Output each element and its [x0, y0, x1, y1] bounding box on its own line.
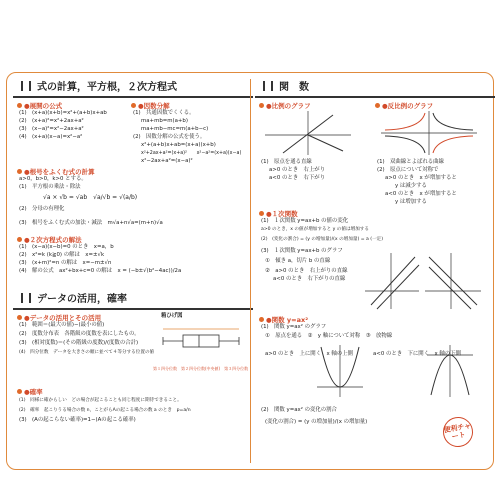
inverse-line: y は増加する	[395, 199, 427, 205]
data-line: (1) 範囲＝(最大の値)−(最小の値)	[19, 322, 105, 328]
direct-line: a<0 のとき 右下がり	[269, 175, 326, 181]
section-linear: ●１次関数	[259, 209, 298, 218]
panel-title-algebra	[13, 79, 253, 98]
root-line: a>0，b>0，k>0 とする。	[19, 176, 87, 182]
prob-line: (2) 確率 起こりうる場合の数 n，ことがらAの起こる場合の数 a のとき p=a/n	[19, 408, 191, 413]
linear-graph	[363, 251, 483, 311]
section-dot-icon	[375, 103, 380, 108]
linear-line: (1) １次関数 y=ax+b の値の変化	[261, 218, 349, 224]
data-line: (3) (相対度数)＝(その階級の度数)/(度数の合計)	[19, 340, 139, 346]
inverse-line: (2) 原点について対称で	[377, 167, 439, 173]
boxplot-caption: 第１四分位数 第２四分位数(中央値) 第３四分位数	[153, 366, 249, 371]
section-dot-icon	[17, 103, 22, 108]
title-mark-icon	[21, 293, 31, 303]
direct-graph	[263, 109, 353, 157]
section-inverse: ●反比例のグラフ	[375, 101, 433, 110]
chart-sheet	[6, 72, 494, 470]
factor-line: (1) 共通因数でくくる。	[133, 110, 195, 116]
expand-line: (4) (x+a)(x−a)=x²−a²	[19, 134, 83, 140]
boxplot-diagram	[159, 323, 243, 363]
factor-line: x²+2ax+a²=(x+a)² x²−a²=(x+a)(x−a)	[141, 151, 242, 156]
panel-title-data	[13, 291, 253, 310]
prob-line: (1) 同様に確からしい どの場合が起こることも同じ程度に期待できること。	[19, 398, 182, 403]
root-line: √a × √b = √ab √a/√b = √(a/b)	[43, 194, 138, 201]
linear-line: a>0 のとき，x の値が増加すると y の値は増加する	[261, 227, 369, 232]
title-mark-icon	[21, 81, 31, 91]
quadfn-line: (2) 関数 y=ax² の変化の割合	[261, 407, 337, 413]
panel-algebra	[13, 79, 245, 287]
root-line: (2) 分母の有理化	[19, 206, 65, 212]
inverse-line: a<0 のとき x が増加すると	[385, 191, 457, 197]
quad-line: (4) 解の公式 ax²+bx+c=0 の解は x = (−b±√(b²−4ac))/2a	[19, 268, 182, 274]
section-dot-icon	[17, 315, 22, 320]
section-dot-icon	[259, 103, 264, 108]
direct-line: (1) 原点を通る直線	[261, 159, 312, 165]
brand-stamp: 便利チャート	[441, 415, 476, 450]
boxplot-label: 箱ひげ図	[161, 313, 183, 319]
panel-title-text: 式の計算，平方根，２次方程式	[37, 82, 177, 93]
factor-line: (2) 因数分解の公式を使う。	[133, 134, 206, 140]
root-line: (1) 平方根の乗法・除法	[19, 184, 81, 190]
panel-title-text: データの活用，確率	[37, 294, 127, 305]
linear-line: (3) １次関数 y=ax+b のグラフ	[261, 248, 343, 254]
section-root: ●根号をふくむ式の計算	[17, 167, 95, 176]
section-quadratic-function: ●関数 y=ax²	[259, 315, 308, 324]
section-dot-icon	[131, 103, 136, 108]
quadfn-line: (変化の割合) = (y の増加量)/(x の増加量)	[265, 419, 368, 425]
factor-line: ma+mb=m(a+b)	[141, 118, 188, 124]
linear-line: (2) (変化の割合) = (y の増加量)/(x の増加量) = a (一定)	[261, 237, 384, 242]
section-expand: ●展開の公式	[17, 101, 62, 110]
expand-line: (2) (x+a)²=x²+2ax+a²	[19, 118, 84, 124]
section-probability: ●確率	[17, 387, 43, 396]
quadfn-line: ① 原点を通る ② y 軸について対称 ③ 放物線	[265, 333, 393, 339]
panel-title-functions	[255, 79, 495, 98]
root-line: (3) 根号をふくむ式の加法・減法 m√a+n√a=(m+n)√a	[19, 220, 163, 226]
section-factor: ●因数分解	[131, 101, 170, 110]
data-line: (4) 四分位数 データを大きさの順に並べて４等分する位置の値	[19, 350, 155, 355]
section-dot-icon	[259, 317, 264, 322]
inverse-line: y は減少する	[395, 183, 427, 189]
factor-line: ma+mb−mc=m(a+b−c)	[141, 126, 209, 132]
factor-line: x²−2ax+a²=(x−a)²	[141, 158, 193, 164]
column-divider	[250, 79, 251, 463]
quad-line: (3) (x+m)²=n の解は x=−m±√n	[19, 260, 112, 266]
panel-title-text: 関 数	[279, 82, 309, 93]
section-direct: ●比例のグラフ	[259, 101, 311, 110]
prob-line: (3) (Aの起こらない確率)=1−(Aの起こる確率)	[19, 417, 136, 423]
quad-line: (2) x²=k (k≧0) の解は x=±√k	[19, 252, 105, 258]
quadfn-line: a>0 のとき 上に開く x 軸の上側	[265, 351, 353, 357]
linear-line: a<0 のとき 右下がりの直線	[273, 276, 346, 282]
direct-line: a>0 のとき 右上がり	[269, 167, 326, 173]
section-dot-icon	[17, 389, 22, 394]
quad-line: (1) (x−a)(x−b)=0 のとき x=a，b	[19, 244, 114, 250]
linear-line: ② a>0 のとき 右上がりの直線	[265, 268, 348, 274]
factor-line: x²+(a+b)x+ab=(x+a)(x+b)	[141, 142, 216, 148]
section-dot-icon	[17, 237, 22, 242]
section-dot-icon	[17, 169, 22, 174]
quadfn-line: a<0 のとき 下に開く x 軸の下側	[373, 351, 461, 357]
panel-functions	[255, 79, 487, 463]
expand-line: (1) (x+a)(x+b)=x²+(a+b)x+ab	[19, 110, 107, 116]
section-dot-icon	[259, 211, 264, 216]
linear-line: ① 傾き a，切片 b の直線	[265, 258, 331, 264]
section-data: ●データの活用とその活用	[17, 313, 101, 322]
inverse-graph	[379, 109, 479, 157]
panel-data	[13, 291, 249, 463]
inverse-line: (1) 双曲線とよばれる曲線	[377, 159, 444, 165]
expand-line: (3) (x−a)²=x²−2ax+a²	[19, 126, 84, 132]
section-quadratic: ●２次方程式の解法	[17, 235, 82, 244]
title-mark-icon	[263, 81, 273, 91]
inverse-line: a>0 のとき x が増加すると	[385, 175, 457, 181]
data-line: (2) 度数分布表 各階級の度数を表にしたもの。	[19, 331, 140, 337]
quadfn-line: (1) 関数 y=ax² のグラフ	[261, 324, 327, 330]
